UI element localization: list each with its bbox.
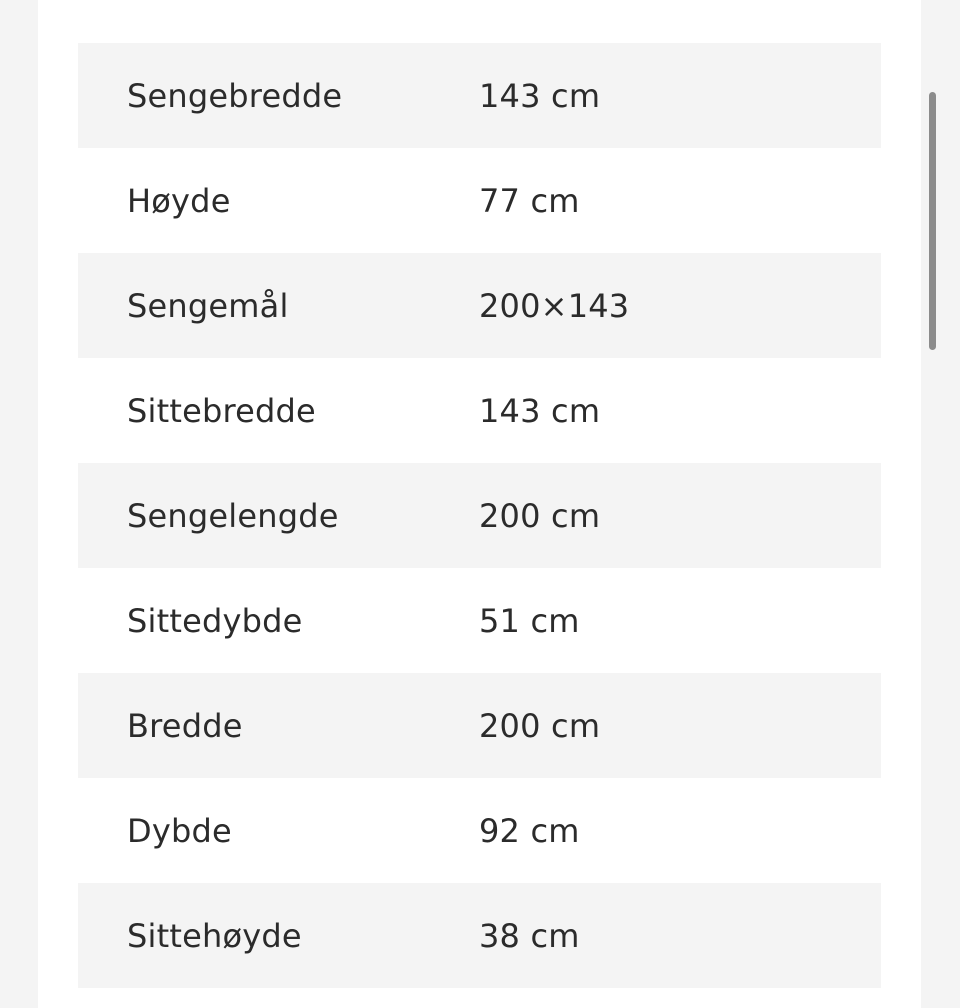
spec-label: Sittehøyde [127,916,302,955]
spec-row-sittedybde [78,568,881,673]
spec-value: 143 cm [479,391,601,430]
spec-value: 200×143 [479,286,630,325]
spec-label: Bredde [127,706,243,745]
spec-label: Sittedybde [127,601,303,640]
spec-value: 38 cm [479,916,580,955]
spec-label: Dybde [127,811,232,850]
spec-value: 92 cm [479,811,580,850]
spec-value: 143 cm [479,76,601,115]
scrollbar-thumb[interactable] [929,92,936,350]
spec-value: 77 cm [479,181,580,220]
spec-row-sengelengde [78,463,881,568]
product-specifications-card [38,0,921,1008]
spec-row-sittehoyde [78,883,881,988]
spec-row-sengemal [78,253,881,358]
spec-value: 200 cm [479,496,601,535]
spec-label: Sengebredde [127,76,343,115]
spec-row-dybde [78,778,881,883]
spec-row-bredde [78,673,881,778]
spec-label: Sengemål [127,286,289,325]
spec-row-sengebredde [78,43,881,148]
spec-label: Høyde [127,181,231,220]
specifications-table [78,43,881,988]
spec-label: Sittebredde [127,391,316,430]
spec-value: 200 cm [479,706,601,745]
spec-value: 51 cm [479,601,580,640]
vertical-scrollbar[interactable] [921,0,960,1008]
spec-label: Sengelengde [127,496,339,535]
spec-row-sittebredde [78,358,881,463]
spec-row-hoyde [78,148,881,253]
